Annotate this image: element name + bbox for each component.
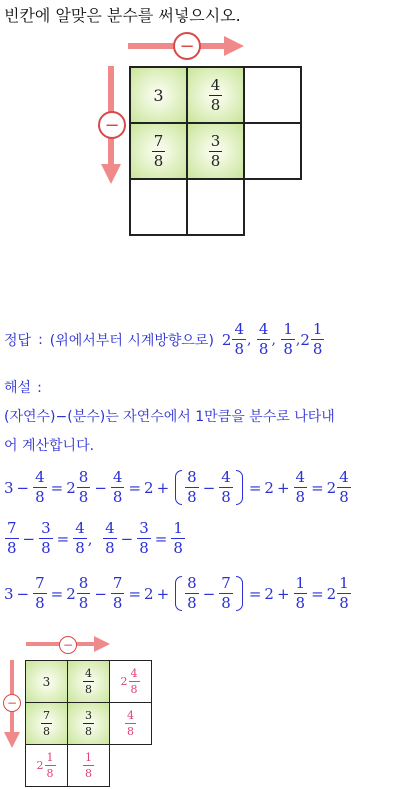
answer-cell-r2c1: $\frac{7}{8}$ — [26, 703, 68, 745]
blank-cell-r3c1[interactable] — [130, 179, 187, 235]
blank-cell-r2c3[interactable] — [244, 123, 301, 179]
equation-1: 3 − $\frac{4}{8}$ = 2 $\frac{8}{8}$ − $\frac{4}{8}$ = 2 + $\frac{8}{8}$ − $\frac{4}{8}$ = 2 + $\frac{4}{8}$ = 2 $\frac{4}{8}$ — [4, 468, 349, 506]
explanation-label: 해설 : — [4, 380, 42, 396]
answer-4: 2 $\frac{1}{8}$ — [300, 320, 323, 358]
answer-1: 2 $\frac{4}{8}$ — [221, 320, 245, 358]
answer-2: $\frac{4}{8}$ — [258, 320, 269, 358]
answer-grid — [25, 660, 152, 787]
explanation-line-1: (자연수)−(분수)는 자연수에서 1만큼을 분수로 나타내 — [4, 409, 335, 425]
minus-operator-left: − — [98, 111, 126, 139]
equation-2: $\frac{7}{8}$ − $\frac{3}{8}$ = $\frac{4}{8}$ , $\frac{4}{8}$ − $\frac{3}{8}$ = $\frac{1}{8}$ — [7, 519, 183, 557]
answer-minus-left: − — [3, 694, 21, 712]
answer-note: (위에서부터 시계방향으로) — [49, 332, 214, 349]
equation-3: 3 − $\frac{7}{8}$ = 2 $\frac{8}{8}$ − $\frac{7}{8}$ = 2 + $\frac{8}{8}$ − $\frac{7}{8}$ = 2 + $\frac{1}{8}$ = 2 $\frac{1}{8}$ — [4, 574, 349, 612]
answer-empty-corner — [110, 745, 152, 787]
main-grid — [129, 66, 302, 236]
answer-cell-r1c3: 2 $\frac{4}{8}$ — [110, 661, 152, 703]
cell-r2c2: $\frac{3}{8}$ — [187, 123, 244, 179]
question-text: 빈칸에 알맞은 분수를 써넣으시오. — [4, 6, 241, 25]
cell-r1c1: 3 — [130, 67, 187, 123]
minus-operator-top: − — [173, 32, 201, 60]
answer-cell-r1c2: $\frac{4}{8}$ — [68, 661, 110, 703]
blank-cell-r1c3[interactable] — [244, 67, 301, 123]
answer-label: 정답 — [4, 332, 32, 349]
cell-r1c2: $\frac{4}{8}$ — [187, 67, 244, 123]
answer-cell-r2c3: $\frac{4}{8}$ — [110, 703, 152, 745]
cell-r2c1: $\frac{7}{8}$ — [130, 123, 187, 179]
answer-line: 정답 : (위에서부터 시계방향으로) 2 $\frac{4}{8}$ , $\frac{4}{8}$ , $\frac{1}{8}$ , 2 $\frac{1}{8}$ — [4, 322, 325, 357]
empty-corner — [244, 179, 301, 235]
answer-cell-r3c2: $\frac{1}{8}$ — [68, 745, 110, 787]
explanation-line-2: 어 계산합니다. — [4, 438, 95, 454]
blank-cell-r3c2[interactable] — [187, 179, 244, 235]
answer-3: $\frac{1}{8}$ — [283, 320, 293, 358]
answer-cell-r2c2: $\frac{3}{8}$ — [68, 703, 110, 745]
answer-minus-top: − — [59, 636, 77, 654]
answer-cell-r1c1: 3 — [26, 661, 68, 703]
answer-cell-r3c1: 2 $\frac{1}{8}$ — [26, 745, 68, 787]
